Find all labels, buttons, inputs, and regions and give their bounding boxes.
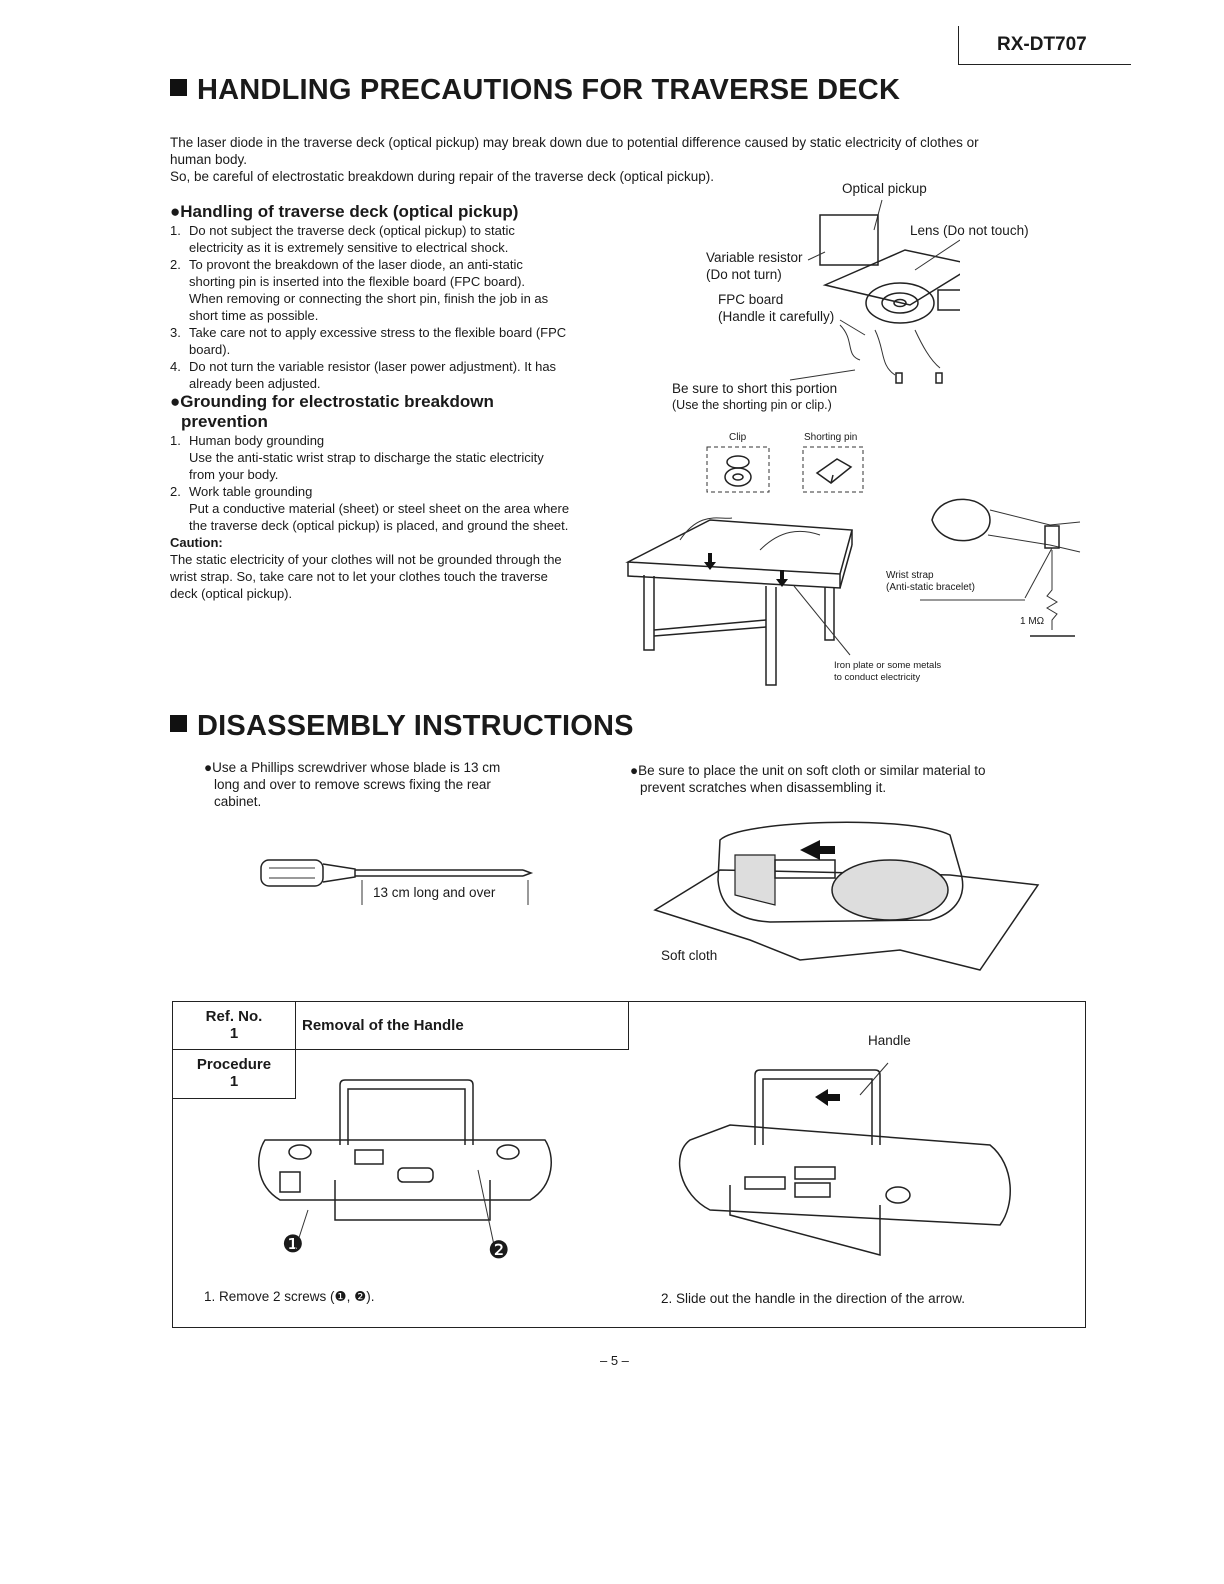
grounding-list: [170, 432, 610, 534]
handling-list: [170, 222, 610, 392]
label-optical-pickup: Optical pickup: [842, 181, 927, 196]
step-2-text: 2. Slide out the handle in the direction of the arrow.: [661, 1291, 965, 1306]
handling-block: [170, 202, 610, 602]
label-clip: Clip: [729, 432, 747, 443]
label-use-pin: (Use the shorting pin or clip.): [672, 398, 832, 412]
screwdriver-illustration: [255, 855, 540, 910]
label-fpc-board: FPC board: [718, 292, 784, 307]
label-anti-static: (Anti-static bracelet): [886, 582, 975, 593]
page-number: – 5 –: [600, 1353, 629, 1368]
label-resistance: 1 MΩ: [1020, 616, 1045, 627]
caution-line: wrist strap. So, take care not to let your clothes touch the traverse: [170, 569, 548, 584]
label-handle-carefully: (Handle it carefully): [718, 309, 835, 324]
intro-line: So, be careful of electrostatic breakdown during repair of the traverse deck (optical pickup).: [170, 169, 715, 184]
caution-label: Caution:: [170, 535, 223, 550]
intro-line: human body.: [170, 152, 248, 167]
section-title-handling: HANDLING PRECAUTIONS FOR TRAVERSE DECK: [170, 74, 900, 107]
procedure-title: Removal of the Handle: [296, 1002, 629, 1050]
list-item: 3. Take care not to apply excessive stress to the flexible board (FPC board).: [170, 325, 567, 357]
grounding-heading-cont: prevention: [181, 412, 268, 431]
intro-line: The laser diode in the traverse deck (optical pickup) may break down due to potential difference caused by static electricity of clothes or: [170, 135, 979, 150]
clip-and-pin-illustration: [705, 445, 870, 495]
procedure-cell: Procedure 1: [173, 1050, 296, 1099]
label-blade-length: 13 cm long and over: [373, 885, 496, 900]
step-1-text: 1. Remove 2 screws (❶, ❷).: [204, 1289, 375, 1304]
label-iron-plate: Iron plate or some metals: [834, 660, 942, 671]
square-bullet-icon: [170, 79, 187, 96]
screw-1-marker: ❶: [282, 1231, 304, 1258]
handling-heading: ●Handling of traverse deck (optical pickup): [170, 202, 519, 221]
label-wrist-strap: Wrist strap: [886, 570, 934, 581]
list-item: 2. To provont the breakdown of the laser diode, an anti-static shorting pin is inserted into the flexible board (FPC board). When removing or connecting the short pin, finish the job in as short time as possible.: [170, 257, 549, 323]
model-header-box: [958, 26, 1131, 65]
label-conduct: to conduct electricity: [834, 672, 921, 683]
soft-cloth-note: ●Be sure to place the unit on soft cloth or similar material to prevent scratches when disassembling it.: [630, 763, 986, 795]
screw-2-marker: ❷: [488, 1237, 510, 1264]
list-item: 1. Do not subject the traverse deck (optical pickup) to static electricity as it is extremely sensitive to electrical shock.: [170, 223, 515, 255]
label-variable-resistor: Variable resistor: [706, 250, 803, 265]
grounding-heading: ●Grounding for electrostatic breakdown: [170, 392, 494, 411]
label-handle: Handle: [868, 1033, 911, 1048]
square-bullet-icon: [170, 715, 187, 732]
label-short-portion: Be sure to short this portion: [672, 381, 838, 396]
model-number: RX-DT707: [997, 34, 1087, 55]
intro-paragraph: [170, 134, 1010, 185]
section-title-disassembly: DISASSEMBLY INSTRUCTIONS: [170, 710, 634, 743]
list-item: 2. Work table grounding Put a conductive material (sheet) or steel sheet on the area where the traverse deck (optical pickup) is placed, and ground the sheet.: [170, 484, 570, 533]
label-shorting-pin: Shorting pin: [804, 432, 858, 443]
label-do-not-turn: (Do not turn): [706, 267, 782, 282]
caution-line: deck (optical pickup).: [170, 586, 293, 601]
label-soft-cloth: Soft cloth: [661, 948, 718, 963]
list-item: 1. Human body grounding Use the anti-static wrist strap to discharge the static electricity from your body.: [170, 433, 544, 482]
ref-no-cell: Ref. No. 1: [173, 1002, 296, 1050]
screwdriver-note: ●Use a Phillips screwdriver whose blade is 13 cm long and over to remove screws fixing the rear cabinet.: [204, 760, 501, 809]
list-item: 4. Do not turn the variable resistor (laser power adjustment). It has already been adjusted.: [170, 359, 557, 391]
label-lens: Lens (Do not touch): [910, 223, 1029, 238]
handle-slide-illustration: [670, 1055, 1040, 1265]
caution-line: The static electricity of your clothes will not be grounded through the: [170, 552, 562, 567]
